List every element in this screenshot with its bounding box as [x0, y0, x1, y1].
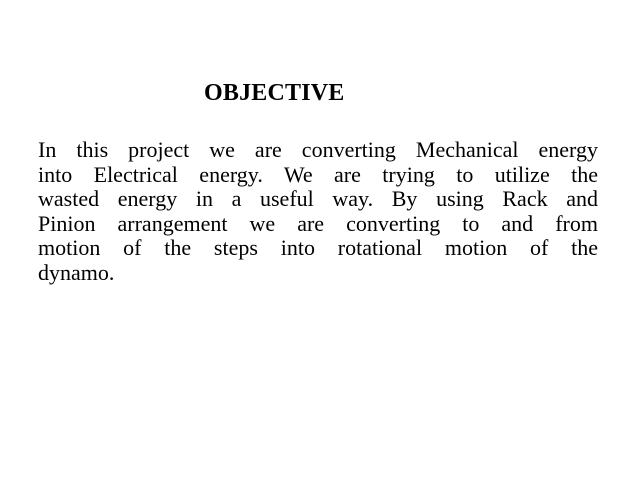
paragraph-line: In this project we are converting Mechanical energy: [38, 137, 598, 162]
paragraph-line: motion of the steps into rotational motion of the: [38, 235, 598, 261]
slide-title: OBJECTIVE: [204, 80, 345, 106]
paragraph-line: Pinion arrangement we are converting to and from: [38, 210, 598, 236]
objective-paragraph: [38, 138, 598, 286]
paragraph-line: dynamo.: [38, 259, 115, 285]
paragraph-line: into Electrical energy. We are trying to utilize the: [38, 161, 598, 187]
paragraph-line: wasted energy in a useful way. By using Rack and: [38, 186, 598, 212]
